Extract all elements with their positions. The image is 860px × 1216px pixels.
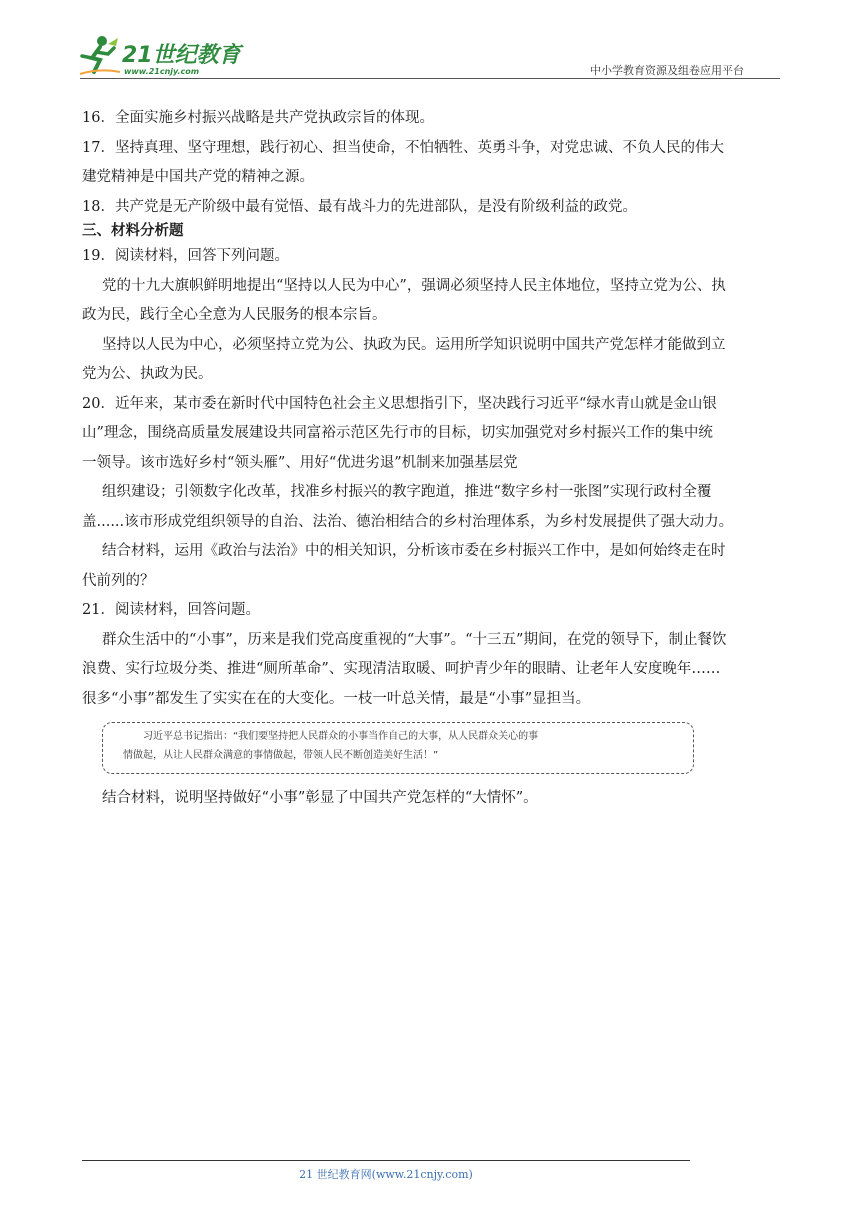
q21-material-line3: 很多“小事”都发生了实实在在的大变化。一枝一叶总关情，最是“小事”显担当。	[82, 690, 591, 707]
logo-url: www.21cnjy.com	[124, 67, 200, 76]
question-19: 19．阅读材料，回答下列问题。	[82, 248, 289, 264]
q20-material-line2: 盖......该市形成党组织领导的自治、法治、德治相结合的乡村治理体系，为乡村发展提供了强大动力。	[82, 513, 734, 530]
site-logo	[78, 30, 258, 82]
question-16: 16．全面实施乡村振兴战略是共产党执政宗旨的体现。	[82, 110, 434, 126]
question-20-line2: 山”理念，围绕高质量发展建设共同富裕示范区先行市的目标，切实加强党对乡村振兴工作的集中统	[82, 425, 713, 441]
q20-prompt-line2: 代前列的？	[82, 572, 155, 589]
runner-logo-icon	[78, 34, 122, 78]
q19-prompt-line1: 坚持以人民为中心，必须坚持立党为公、执政为民。运用所学知识说明中国共产党怎样才能做到立	[102, 336, 726, 353]
q21-material-line1: 群众生活中的“小事”，历来是我们党高度重视的“大事”。“十三五”期间，在党的领导下，制止餐饮	[102, 631, 727, 648]
q19-material-line2: 政为民，践行全心全意为人民服务的根本宗旨。	[82, 307, 387, 323]
platform-name: 中小学教育资源及组卷应用平台	[590, 64, 744, 77]
document-body	[82, 104, 782, 814]
footer-divider	[82, 1160, 690, 1161]
footer-text: 21 世纪教育网(www.21cnjy.com)	[299, 1168, 473, 1181]
question-17-line2: 建党精神是中国共产党的精神之源。	[82, 169, 314, 185]
logo-text: 21世纪教育	[122, 43, 241, 68]
q21-material-line2: 浪费、实行垃圾分类、推进“厕所革命”、实现清洁取暖、呵护青少年的眼睛、让老年人安度晚年……	[82, 661, 721, 677]
question-18: 18．共产党是无产阶级中最有觉悟、最有战斗力的先进部队，是没有阶级利益的政党。	[82, 198, 637, 215]
quote-line1: 习近平总书记指出：“我们要坚持把人民群众的小事当作自己的大事，从人民群众关心的事	[143, 731, 539, 742]
question-20-line1: 20．近年来，某市委在新时代中国特色社会主义思想指引下，坚决践行习近平“绿水青山就是金山银	[82, 395, 717, 412]
page-header	[0, 0, 860, 84]
question-17-line1: 17．坚持真理、坚守理想，践行初心、担当使命，不怕牺牲、英勇斗争，对党忠诚、不负人民的伟大	[82, 139, 724, 156]
q20-material-line1: 组织建设；引领数字化改革，找准乡村振兴的教字跑道，推进“数字乡村一张图”实现行政村全覆	[102, 484, 712, 500]
section-heading: 三、材料分析题	[82, 223, 184, 239]
question-21: 21．阅读材料，回答问题。	[82, 602, 260, 618]
q19-material-line1: 党的十九大旗帜鲜明地提出“坚持以人民为中心”，强调必须坚持人民主体地位，坚持立党为公、执	[102, 277, 726, 294]
q20-prompt-line1: 结合材料，运用《政治与法治》中的相关知识，分析该市委在乡村振兴工作中，是如何始终走在时	[102, 543, 726, 559]
question-20-line3: 一领导。该市选好乡村“领头雁”、用好“优进劣退”机制来加强基层党	[82, 454, 518, 471]
q19-prompt-line2: 党为公、执政为民。	[82, 366, 213, 382]
header-divider	[80, 78, 780, 79]
q21-prompt: 结合材料，说明坚持做好“小事”彰显了中国共产党怎样的“大情怀”。	[102, 790, 538, 806]
quote-box	[102, 722, 694, 774]
quote-line2: 情做起，从让人民群众满意的事情做起，带领人民不断创造美好生活！”	[123, 750, 439, 761]
